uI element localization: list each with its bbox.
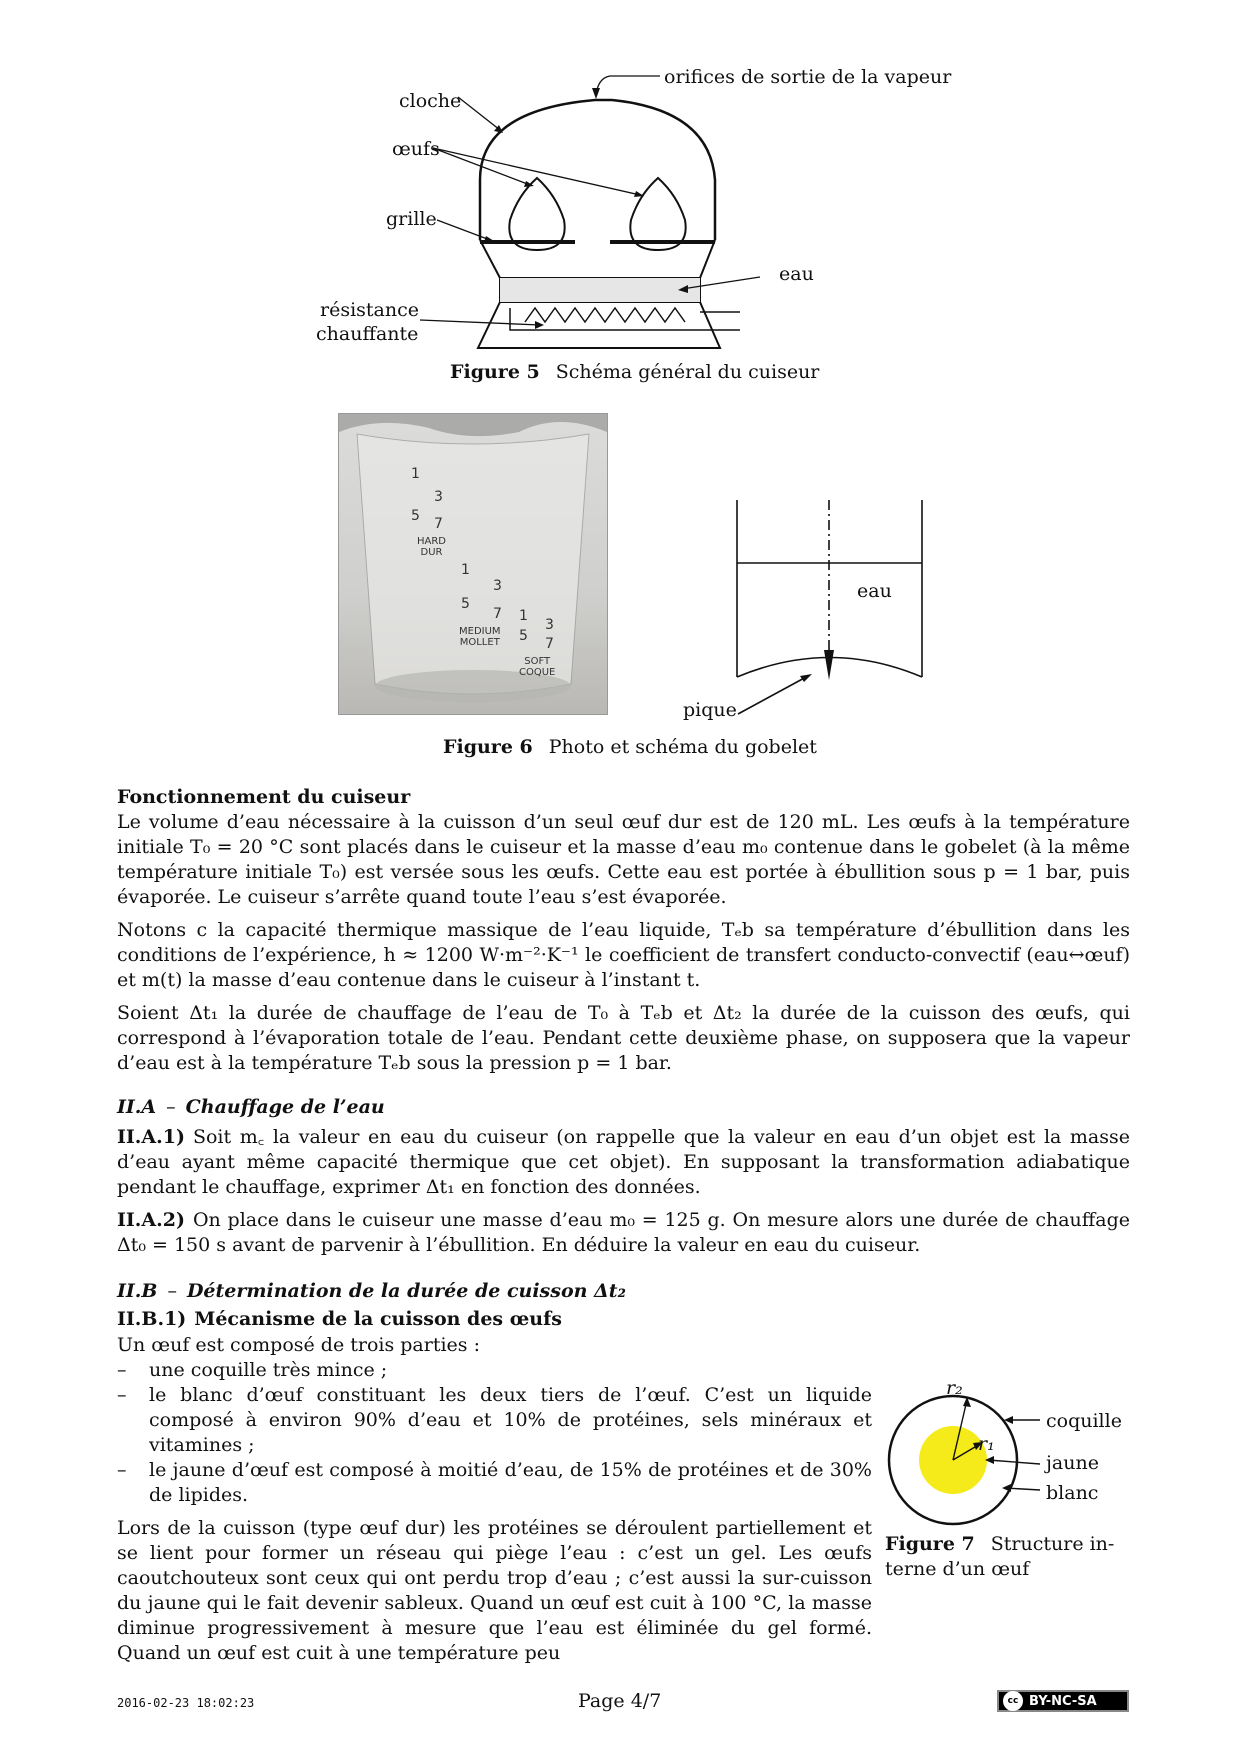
figure-7-diagram [880, 1380, 1140, 1540]
label-grille: grille [386, 208, 437, 230]
hard-mark-3: 3 [434, 489, 443, 505]
medium-mark-5: 5 [461, 596, 470, 612]
soft-mark-5: 5 [519, 628, 528, 644]
medium-mark-7: 7 [493, 606, 502, 622]
soft-mark-3: 3 [545, 617, 554, 633]
schema-pique-label: pique [683, 699, 737, 721]
soft-mark-1: 1 [519, 608, 528, 624]
license-badge [997, 1690, 1129, 1712]
question [117, 1125, 1130, 1200]
beaker-photo-graphic [339, 414, 607, 714]
fig7-jaune-label: jaune [1046, 1452, 1099, 1474]
label-chauffante: chauffante [316, 323, 419, 345]
beaker-photo [338, 413, 608, 715]
question [117, 1208, 1130, 1258]
schema-eau-label: eau [857, 580, 892, 602]
figure-7-title-2: terne d’un œuf [885, 1558, 1030, 1580]
paragraph: Le volume d’eau nécessaire à la cuisson d’un seul œuf dur est de 120 mL. Les œufs à la température initiale T₀ = 20 °C sont placés dans le cuiseur et la masse d’eau m₀ contenue dans le gobelet (à la même température initiale T₀) est versée sous les œufs. Cette eau est portée à ébullition sous p = 1 bar, puis évaporée. Le cuiseur s’arrête quand toute l’eau s’est évaporée. [117, 811, 1130, 908]
medium-mark-3: 3 [493, 578, 502, 594]
figure-5-caption [450, 361, 819, 383]
fig7-blanc-label: blanc [1046, 1482, 1099, 1504]
list-item: – le jaune d’œuf est composé à moitié d’eau, de 15% de protéines et de 30% de lipides. [117, 1458, 872, 1508]
paragraph: Soient Δt₁ la durée de chauffage de l’eau de T₀ à Tₑb et Δt₂ la durée de la cuisson des œufs, qui correspond à l’évaporation totale de l’eau. Pendant cette deuxième phase, on supposera que la vapeur d’eau est à la température Tₑb sous la pression p = 1 bar. [117, 1002, 1130, 1074]
page-number: Page 4/7 [578, 1690, 662, 1712]
soft-label: SOFT COQUE [519, 656, 556, 678]
figure-7-number: Figure 7 [885, 1533, 975, 1555]
fig7-r1-label: r₁ [978, 1433, 995, 1455]
section-IIB-title: II.B – Détermination de la durée de cuisson Δt₂ [117, 1280, 626, 1302]
cc-icon: cc [1003, 1691, 1023, 1711]
medium-mark-1: 1 [461, 562, 470, 578]
hard-mark-1: 1 [411, 466, 420, 482]
figure-7-caption [885, 1532, 1114, 1582]
fig7-r2-label: r₂ [946, 1377, 963, 1399]
fig7-coquille-label: coquille [1046, 1410, 1122, 1432]
question-text: Soit m꜀ la valeur en eau du cuiseur (on rappelle que la valeur en eau d’un objet est la masse d’eau ayant même capacité thermique que cet objet). En supposant la transformation adiabatique pendant le chauffage, exprimer Δt₁ en fonction des données. [117, 1126, 1130, 1198]
label-cloche: cloche [399, 90, 462, 112]
paragraph: Un œuf est composé de trois parties : [117, 1334, 480, 1356]
figure-5-title: Schéma général du cuiseur [555, 361, 820, 383]
label-resistance: résistance [320, 299, 419, 321]
subsection-number: II.B.1) [117, 1308, 187, 1330]
label-eau: eau [779, 263, 814, 285]
section-IIA-body [117, 1125, 1130, 1266]
section-fonctionnement-title: Fonctionnement du cuiseur [117, 786, 411, 808]
question-number: II.A.2) [117, 1209, 185, 1231]
figure-6-number: Figure 6 [443, 736, 533, 758]
section-IIB-number: II.B [117, 1280, 158, 1302]
egg-parts-list [117, 1358, 872, 1508]
section-IIB-body [117, 1333, 872, 1674]
label-oeufs: œufs [392, 138, 440, 160]
soft-mark-7: 7 [545, 636, 554, 652]
beaker-schema [660, 490, 930, 730]
list-item: – le blanc d’œuf constituant les deux tiers de l’œuf. C’est un liquide composé à environ 90% d’eau et 10% de protéines, sels minéraux et vitamines ; [117, 1383, 872, 1458]
figure-6-caption [443, 736, 817, 758]
figure-5-number: Figure 5 [450, 361, 540, 383]
hard-label: HARD DUR [417, 536, 447, 558]
section-fonctionnement-body [117, 810, 1130, 1084]
section-IIA-title: II.A – Chauffage de l’eau [117, 1096, 385, 1118]
medium-label: MEDIUM MOLLET [459, 626, 501, 648]
paragraph: Notons c la capacité thermique massique de l’eau liquide, Tₑb sa température d’ébullition dans les conditions de l’expérience, h ≈ 1200 W·m⁻²·K⁻¹ le coefficient de transfert conducto-convectif (eau↔œuf) et m(t) la masse d’eau contenue dans le cuiseur à l’instant t. [117, 919, 1130, 991]
figure-7-title-1: Structure in- [990, 1533, 1115, 1555]
question-number: II.A.1) [117, 1126, 185, 1148]
hard-mark-7: 7 [434, 516, 443, 532]
license-text: BY-NC-SA [1029, 1693, 1097, 1709]
hard-mark-5: 5 [411, 508, 420, 524]
figure-6-title: Photo et schéma du gobelet [548, 736, 817, 758]
question-text: On place dans le cuiseur une masse d’eau m₀ = 125 g. On mesure alors une durée de chauffage Δt₀ = 150 s avant de parvenir à l’ébullition. En déduire la valeur en eau du cuiseur. [117, 1209, 1130, 1256]
label-orifices: orifices de sortie de la vapeur [664, 66, 952, 88]
list-item: – une coquille très mince ; [117, 1358, 872, 1383]
timestamp: 2016-02-23 18:02:23 [117, 1696, 255, 1710]
section-IIA-name: Chauffage de l’eau [185, 1096, 385, 1118]
subsection-IIB1-title [117, 1308, 562, 1330]
subsection-name: Mécanisme de la cuisson des œufs [194, 1308, 562, 1330]
section-IIB-name: Détermination de la durée de cuisson Δt₂ [186, 1280, 626, 1302]
section-IIA-number: II.A [117, 1096, 157, 1118]
paragraph: Lors de la cuisson (type œuf dur) les protéines se déroulent partiellement et se lient pour former un réseau qui piège l’eau : c’est un gel. Les œufs caoutchouteux sont ceux qui ont perdu trop d’eau ; c’est aussi la sur-cuisson du jaune qui le fait devenir sableux. Quand un œuf est cuit à 100 °C, la masse diminue progressivement à mesure que l’eau est éliminée du gel formé. Quand un œuf est cuit à une température peu [117, 1517, 872, 1664]
